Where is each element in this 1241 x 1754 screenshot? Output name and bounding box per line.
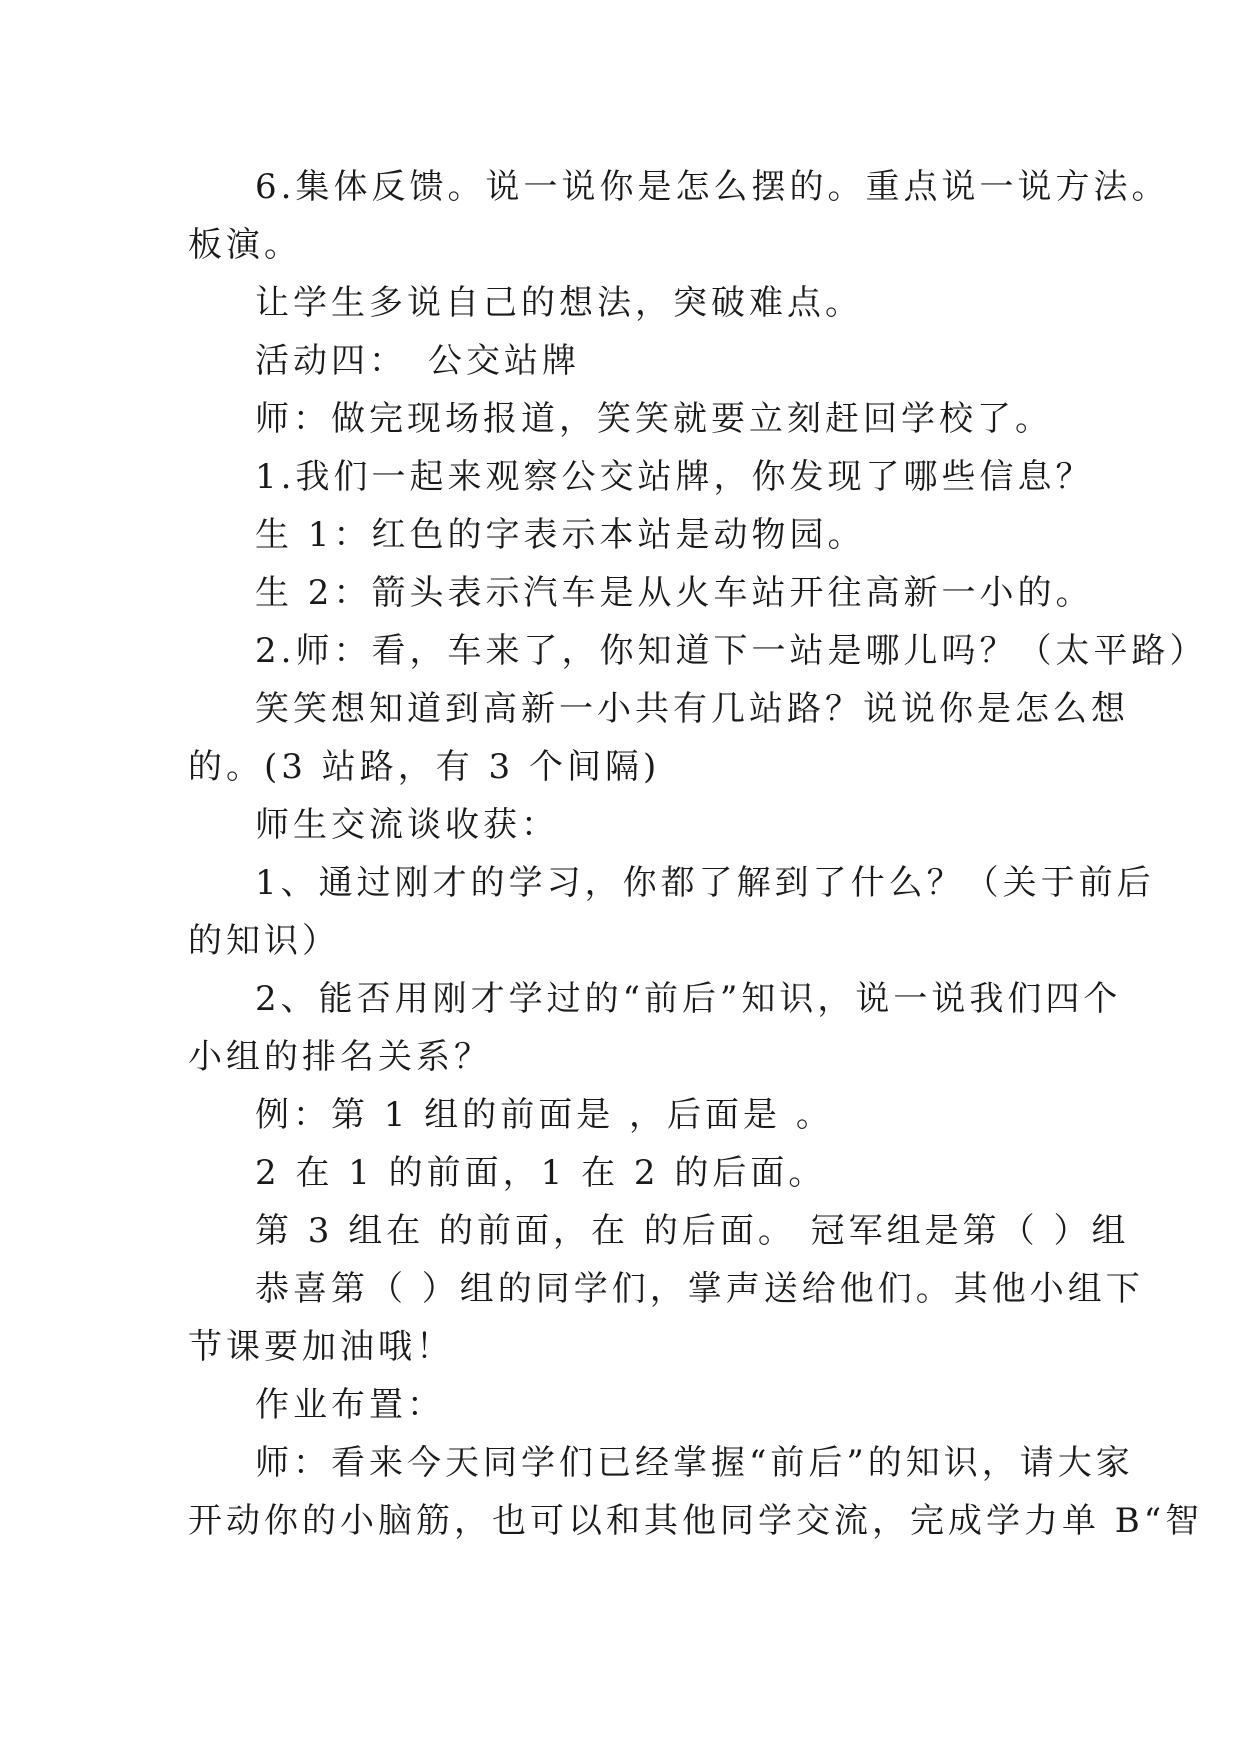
text-line-23: 师：看来今天同学们已经掌握“前后”的知识，请大家 [255,1443,1134,1483]
text-line-8: 生 2：箭头表示汽车是从火车站开往高新一小的。 [255,573,1094,613]
text-line-10: 笑笑想知道到高新一小共有几站路？说说你是怎么想 [255,689,1129,729]
text-line-21: 节课要加油哦！ [188,1327,454,1367]
text-line-14: 的知识） [188,921,340,961]
text-line-7: 生 1：红色的字表示本站是动物园。 [255,515,866,555]
text-line-12: 师生交流谈收获： [255,805,559,845]
text-line-20: 恭喜第（ ）组的同学们，掌声送给他们。其他小组下 [255,1269,1144,1309]
text-line-15: 2、能否用刚才学过的“前后”知识，说一说我们四个 [255,979,1122,1019]
text-line-11: 的。(3 站路，有 3 个间隔) [188,747,661,787]
text-line-6: 1.我们一起来观察公交站牌，你发现了哪些信息？ [255,457,1094,497]
text-line-17: 例：第 1 组的前面是 ，后面是 。 [255,1095,834,1135]
text-line-4: 活动四： 公交站牌 [255,341,580,381]
text-line-18: 2 在 1 的前面，1 在 2 的后面。 [255,1153,827,1193]
text-line-9: 2.师：看，车来了，你知道下一站是哪儿吗？（太平路） [255,631,1208,671]
text-line-5: 师：做完现场报道，笑笑就要立刻赶回学校了。 [255,399,1053,439]
text-line-24: 开动你的小脑筋，也可以和其他同学交流，完成学力单 B“智 [188,1501,1204,1541]
text-line-2: 板演。 [188,225,302,265]
text-line-16: 小组的排名关系？ [188,1037,492,1077]
text-line-13: 1、通过刚才的学习，你都了解到了什么？（关于前后 [255,863,1155,903]
text-line-1: 6.集体反馈。说一说你是怎么摆的。重点说一说方法。 [255,167,1170,207]
text-line-19: 第 3 组在 的前面，在 的后面。 冠军组是第（ ）组 [255,1211,1130,1251]
text-line-3: 让学生多说自己的想法，突破难点。 [255,283,863,323]
text-line-22: 作业布置： [255,1385,445,1425]
